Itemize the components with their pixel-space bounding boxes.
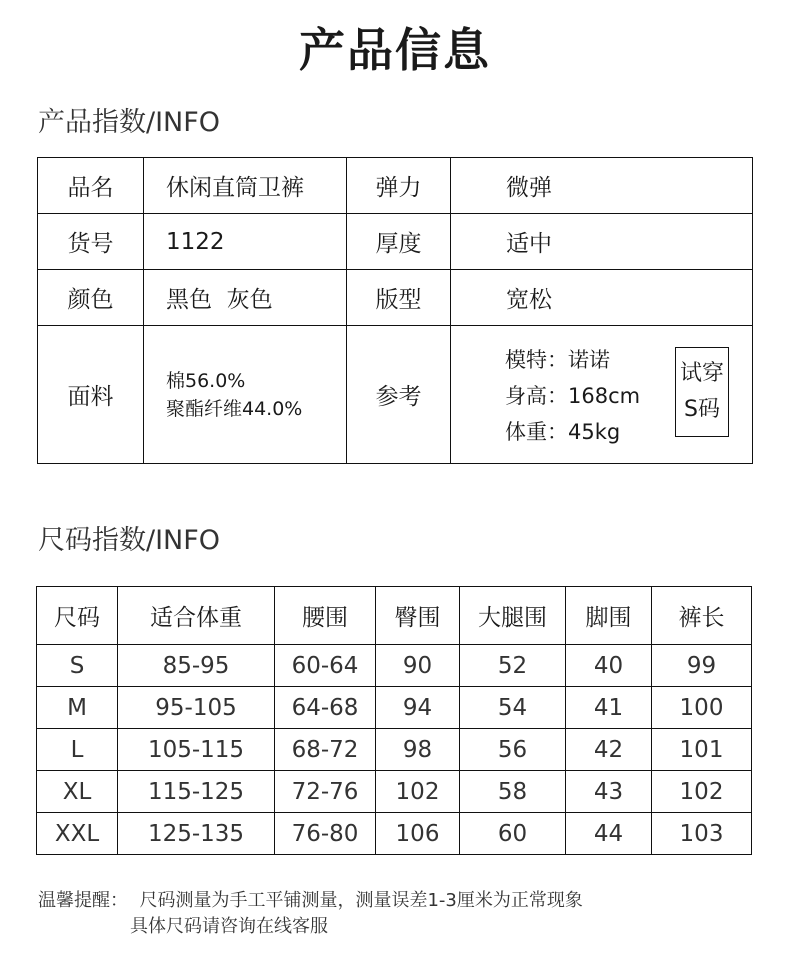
thigh-cell: 54 — [460, 687, 566, 729]
length-cell: 103 — [652, 813, 752, 855]
fabric-label: 面料 — [38, 326, 144, 464]
note-line-1: 温馨提醒： 尺码测量为手工平铺测量，测量误差1-3厘米为正常现象 — [38, 890, 583, 911]
hem-cell: 44 — [566, 813, 652, 855]
waist-cell: 72-76 — [275, 771, 376, 813]
reference-label: 参考 — [347, 326, 451, 464]
hem-cell: 43 — [566, 771, 652, 813]
note-line-2: 具体尺码请咨询在线客服 — [130, 916, 328, 937]
waist-cell: 68-72 — [275, 729, 376, 771]
elastic-label: 弹力 — [347, 158, 451, 214]
hem-cell: 41 — [566, 687, 652, 729]
hem-cell: 40 — [566, 645, 652, 687]
col-hem: 脚围 — [566, 587, 652, 645]
product-info-heading: 产品指数/INFO — [38, 107, 221, 138]
model-name: 模特：诺诺 — [505, 348, 610, 372]
try-on-size: S码 — [684, 397, 720, 422]
size-table — [36, 586, 752, 855]
hip-cell: 102 — [376, 771, 460, 813]
size-cell: XL — [37, 771, 118, 813]
length-cell: 99 — [652, 645, 752, 687]
waist-cell: 60-64 — [275, 645, 376, 687]
color-value: 黑色 灰色 — [144, 270, 347, 326]
weight-cell: 85-95 — [118, 645, 275, 687]
name-value: 休闲直筒卫裤 — [144, 158, 347, 214]
col-length: 裤长 — [652, 587, 752, 645]
size-info-heading: 尺码指数/INFO — [38, 525, 221, 556]
try-on-size-box — [675, 347, 729, 437]
waist-cell: 76-80 — [275, 813, 376, 855]
thickness-label: 厚度 — [347, 214, 451, 270]
try-on-label: 试穿 — [679, 361, 724, 386]
model-weight: 体重：45kg — [505, 420, 621, 444]
sku-value: 1122 — [144, 214, 347, 270]
hip-cell: 90 — [376, 645, 460, 687]
weight-cell: 115-125 — [118, 771, 275, 813]
size-cell: XXL — [37, 813, 118, 855]
thigh-cell: 58 — [460, 771, 566, 813]
page-title: 产品信息 — [299, 23, 491, 77]
table-row — [37, 729, 752, 771]
col-size: 尺码 — [37, 587, 118, 645]
size-cell: L — [37, 729, 118, 771]
table-row — [37, 645, 752, 687]
hip-cell: 94 — [376, 687, 460, 729]
fit-value: 宽松 — [451, 270, 753, 326]
hip-cell: 98 — [376, 729, 460, 771]
thigh-cell: 52 — [460, 645, 566, 687]
weight-cell: 105-115 — [118, 729, 275, 771]
length-cell: 102 — [652, 771, 752, 813]
thigh-cell: 56 — [460, 729, 566, 771]
waist-cell: 64-68 — [275, 687, 376, 729]
model-height: 身高：168cm — [505, 384, 641, 408]
reference-value — [451, 326, 753, 464]
weight-cell: 125-135 — [118, 813, 275, 855]
hem-cell: 42 — [566, 729, 652, 771]
length-cell: 100 — [652, 687, 752, 729]
fit-label: 版型 — [347, 270, 451, 326]
col-weight: 适合体重 — [118, 587, 275, 645]
name-label: 品名 — [38, 158, 144, 214]
weight-cell: 95-105 — [118, 687, 275, 729]
size-cell: M — [37, 687, 118, 729]
thigh-cell: 60 — [460, 813, 566, 855]
length-cell: 101 — [652, 729, 752, 771]
col-thigh: 大腿围 — [460, 587, 566, 645]
color-label: 颜色 — [38, 270, 144, 326]
hip-cell: 106 — [376, 813, 460, 855]
sku-label: 货号 — [38, 214, 144, 270]
table-row — [37, 771, 752, 813]
elastic-value: 微弹 — [451, 158, 753, 214]
size-cell: S — [37, 645, 118, 687]
product-info-table — [37, 157, 753, 464]
col-waist: 腰围 — [275, 587, 376, 645]
size-header-row — [37, 587, 752, 645]
fabric-value — [144, 326, 347, 464]
table-row — [37, 687, 752, 729]
table-row — [37, 813, 752, 855]
col-hip: 臀围 — [376, 587, 460, 645]
measurement-note — [38, 888, 583, 940]
fabric-cotton: 棉56.0% — [166, 369, 246, 392]
thickness-value: 适中 — [451, 214, 753, 270]
fabric-polyester: 聚酯纤维44.0% — [166, 397, 303, 420]
